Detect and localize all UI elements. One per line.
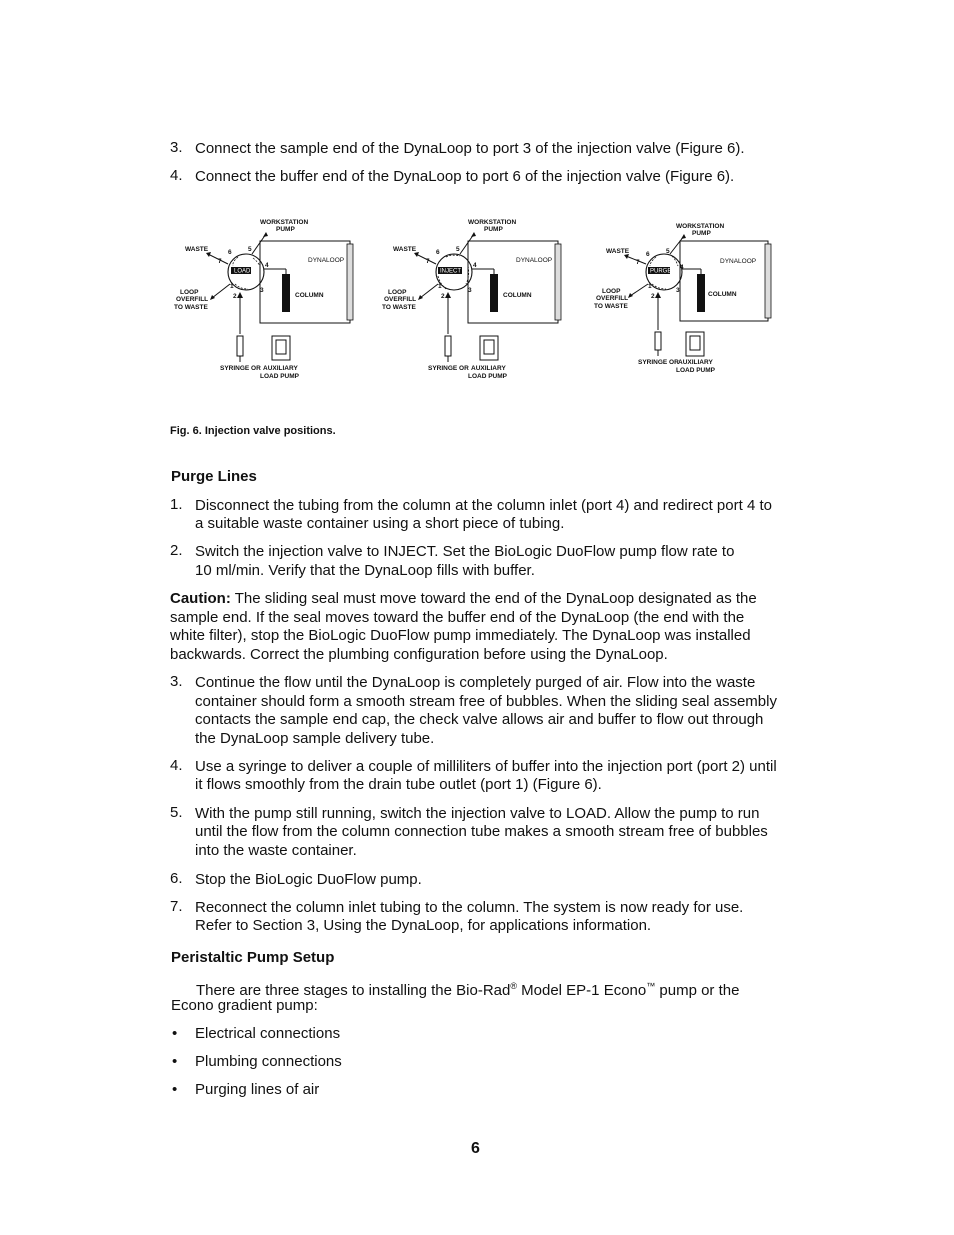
step-number: 3. (170, 139, 183, 156)
step-text: Connect the sample end of the DynaLoop to port 3 of the injection valve (Figure 6). (195, 140, 745, 157)
port-5: 5 (666, 248, 670, 255)
registered-mark: ® (510, 981, 517, 991)
port-3: 3 (676, 287, 680, 294)
bullet-item: Electrical connections (195, 1025, 341, 1042)
port-5: 5 (456, 246, 460, 253)
port-4: 4 (473, 262, 477, 269)
dynaloop-label: DYNALOOP (720, 258, 757, 265)
overfill-label: OVERFILL (384, 296, 417, 303)
waste-label: WASTE (185, 246, 209, 253)
workstation-label: WORKSTATION (260, 219, 309, 226)
bullet-item: Plumbing connections (195, 1053, 342, 1070)
valve-diagram-load (168, 214, 368, 384)
column-label: COLUMN (295, 292, 324, 299)
pump-label: PUMP (276, 226, 295, 233)
step-text: Connect the buffer end of the DynaLoop to port 6 of the injection valve (Figure 6). (195, 168, 735, 185)
intro-text: There are three stages to installing the Bio-Rad (196, 982, 511, 999)
trademark-mark: ™ (646, 981, 656, 991)
caution-text: white filter), stop the BioLogic DuoFlow pump immediately. The DynaLoop was installed (170, 627, 751, 644)
overfill-label: OVERFILL (596, 295, 629, 302)
column-label: COLUMN (503, 292, 532, 299)
step-number: 2. (170, 542, 183, 559)
bullet-icon: • (172, 1053, 178, 1070)
load-pump-label: LOAD PUMP (468, 373, 507, 380)
step-text: Refer to Section 3, Using the DynaLoop, for applications information. (195, 917, 652, 934)
caution-label: Caution: (170, 590, 231, 607)
auxiliary-label: AUXILIARY (263, 365, 298, 372)
section-heading-peristaltic: Peristaltic Pump Setup (171, 949, 335, 966)
step-text: the DynaLoop sample delivery tube. (195, 730, 435, 747)
step-text: it flows smoothly from the drain tube outlet (port 1) (Figure 6). (195, 776, 602, 793)
step-text: Disconnect the tubing from the column at the column inlet (port 4) and redirect port 4 to (195, 497, 772, 514)
port-1: 1 (648, 283, 652, 290)
caution-text: sample end. If the seal moves toward the buffer end of the DynaLoop (the end with the (170, 609, 745, 626)
port-2: 2 (441, 293, 445, 300)
step-text: container should form a smooth stream free of bubbles. When the sliding seal assembly (195, 693, 777, 710)
pump-label: PUMP (692, 230, 711, 237)
port-2: 2 (233, 293, 237, 300)
step-number: 4. (170, 167, 183, 184)
step-number: 5. (170, 804, 183, 821)
bullet-icon: • (172, 1025, 178, 1042)
port-6: 6 (436, 249, 440, 256)
port-7: 7 (218, 258, 222, 265)
syringe-label: SYRINGE OR (220, 365, 261, 372)
figure-caption: Fig. 6. Injection valve positions. (170, 425, 336, 437)
port-1: 1 (230, 283, 234, 290)
bullet-icon: • (172, 1081, 178, 1098)
step-text: 10 ml/min. Verify that the DynaLoop fills with buffer. (195, 562, 535, 579)
waste-label: WASTE (393, 246, 417, 253)
to-waste-label: TO WASTE (382, 304, 416, 311)
intro-text: pump or the (655, 982, 740, 999)
step-text: Use a syringe to deliver a couple of milliliters of buffer into the injection port (port 2) until (195, 758, 777, 775)
auxiliary-label: AUXILIARY (471, 365, 506, 372)
workstation-label: WORKSTATION (468, 219, 517, 226)
dynaloop-label: DYNALOOP (308, 257, 345, 264)
valve-diagram-purge (588, 214, 788, 384)
step-text: Stop the BioLogic DuoFlow pump. (195, 871, 422, 888)
port-5: 5 (248, 246, 252, 253)
bullet-item: Purging lines of air (195, 1081, 320, 1098)
step-text: Switch the injection valve to INJECT. Set the BioLogic DuoFlow pump flow rate to (195, 543, 735, 560)
step-number: 4. (170, 757, 183, 774)
port-7: 7 (426, 258, 430, 265)
step-text: contacts the sample end cap, the check valve allows air and buffer to flow out through (195, 711, 764, 728)
to-waste-label: TO WASTE (594, 303, 628, 310)
to-waste-label: TO WASTE (174, 304, 208, 311)
syringe-label: SYRINGE OR (638, 359, 679, 366)
load-pump-label: LOAD PUMP (260, 373, 299, 380)
port-1: 1 (438, 283, 442, 290)
port-3: 3 (260, 287, 264, 294)
valve-diagram-inject (376, 214, 576, 384)
step-text: Continue the flow until the DynaLoop is completely purged of air. Flow into the waste (195, 674, 756, 691)
loop-label: LOOP (602, 288, 621, 295)
port-6: 6 (646, 251, 650, 258)
dynaloop-label: DYNALOOP (516, 257, 553, 264)
port-7: 7 (636, 259, 640, 266)
port-3: 3 (468, 287, 472, 294)
waste-label: WASTE (606, 248, 630, 255)
step-number: 1. (170, 496, 183, 513)
auxiliary-label: AUXILIARY (678, 359, 713, 366)
caution-text: backwards. Correct the plumbing configuration before using the DynaLoop. (170, 646, 668, 663)
intro-text: Econo gradient pump: (171, 997, 318, 1014)
valve-position-label: PURGE (650, 268, 672, 275)
port-4: 4 (265, 262, 269, 269)
load-pump-label: LOAD PUMP (676, 367, 715, 374)
overfill-label: OVERFILL (176, 296, 209, 303)
pump-label: PUMP (484, 226, 503, 233)
step-number: 3. (170, 673, 183, 690)
valve-position-label: LOAD (234, 268, 251, 275)
step-text: until the flow from the column connection tube makes a smooth stream free of bubbles (195, 823, 768, 840)
port-6: 6 (228, 249, 232, 256)
port-2: 2 (651, 293, 655, 300)
valve-position-label: INJECT (440, 268, 461, 275)
step-text: into the waste container. (195, 842, 357, 859)
loop-label: LOOP (180, 289, 199, 296)
step-number: 7. (170, 898, 183, 915)
intro-text: Model EP-1 Econo (516, 982, 647, 999)
step-number: 6. (170, 870, 183, 887)
caution-text: The sliding seal must move toward the end of the DynaLoop designated as the (230, 590, 757, 607)
loop-label: LOOP (388, 289, 407, 296)
page-number: 6 (471, 1140, 480, 1157)
step-text: With the pump still running, switch the injection valve to LOAD. Allow the pump to run (195, 805, 760, 822)
syringe-label: SYRINGE OR (428, 365, 469, 372)
workstation-label: WORKSTATION (676, 223, 725, 230)
step-text: Reconnect the column inlet tubing to the column. The system is now ready for use. (195, 899, 744, 916)
section-heading-purge-lines: Purge Lines (171, 468, 257, 485)
port-4: 4 (680, 264, 684, 271)
column-label: COLUMN (708, 291, 737, 298)
step-text: a suitable waste container using a short piece of tubing. (195, 515, 565, 532)
